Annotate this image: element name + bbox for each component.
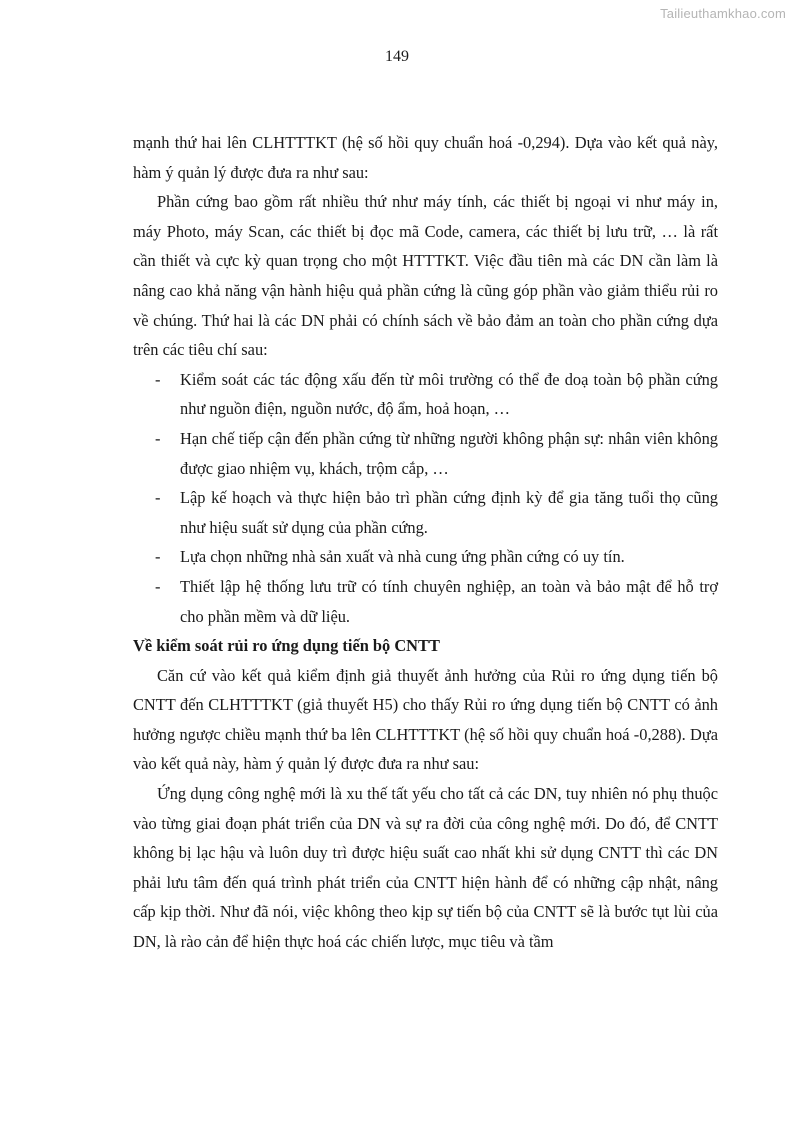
list-item-text: Kiểm soát các tác động xấu đến từ môi trường có thể đe doạ toàn bộ phần cứng như nguồn điện, nguồn nước, độ ẩm, hoả hoạn, …	[180, 369, 718, 419]
dash-bullet: -	[155, 576, 161, 596]
dash-bullet: -	[155, 428, 161, 448]
list-item	[133, 424, 718, 483]
dash-bullet: -	[155, 488, 161, 508]
paragraph-2: Phần cứng bao gồm rất nhiều thứ như máy tính, các thiết bị ngoại vi như máy in, máy Photo, máy Scan, các thiết bị đọc mã Code, camera, các thiết bị lưu trữ, … là rất cần thiết và cực kỳ quan trọng cho một HTTTKT. Việc đầu tiên mà các DN cần làm là nâng cao khả năng vận hành hiệu quả phần cứng là cũng góp phần vào giảm thiểu rủi ro về chúng. Thứ hai là các DN phải có chính sách về bảo đảm an toàn cho phần cứng dựa trên các tiêu chí sau:	[133, 192, 718, 360]
paragraph-4: Ứng dụng công nghệ mới là xu thế tất yếu cho tất cả các DN, tuy nhiên nó phụ thuộc vào từng giai đoạn phát triển của DN và sự ra đời của công nghệ mới. Do đó, để CNTT không bị lạc hậu và luôn duy trì được hiệu suất cao nhất khi sử dụng CNTT thì các DN phải lưu tâm đến quá trình phát triển của CNTT hiện hành để có những cập nhật, nâng cấp kịp thời. Như đã nói, việc không theo kịp sự tiến bộ của CNTT sẽ là bước tụt lùi của DN, là rào cản để hiện thực hoá các chiến lược, mục tiêu và tầm	[133, 784, 718, 952]
paragraph-3: Căn cứ vào kết quả kiểm định giả thuyết ảnh hưởng của Rủi ro ứng dụng tiến bộ CNTT đến CLHTTTKT (giả thuyết H5) cho thấy Rủi ro ứng dụng tiến bộ CNTT có ảnh hưởng ngược chiều mạnh thứ ba lên CLHTTTKT (hệ số hồi quy chuẩn hoá -0,288). Dựa vào kết quả này, hàm ý quản lý được đưa ra như sau:	[133, 665, 718, 774]
list-item-text: Thiết lập hệ thống lưu trữ có tính chuyên nghiệp, an toàn và bảo mật để hỗ trợ cho phần mềm và dữ liệu.	[180, 576, 718, 626]
dash-bullet: -	[155, 369, 161, 389]
criteria-list	[133, 365, 718, 631]
paragraph-1: mạnh thứ hai lên CLHTTTKT (hệ số hồi quy chuẩn hoá -0,294). Dựa vào kết quả này, hàm ý quản lý được đưa ra như sau:	[133, 133, 718, 182]
list-item-text: Lựa chọn những nhà sản xuất và nhà cung ứng phần cứng có uy tín.	[180, 547, 625, 567]
list-item	[133, 572, 718, 631]
list-item	[133, 483, 718, 542]
section-heading: Về kiểm soát rủi ro ứng dụng tiến bộ CNTT	[133, 636, 440, 656]
list-item-text: Hạn chế tiếp cận đến phần cứng từ những người không phận sự: nhân viên không được giao nhiệm vụ, khách, trộm cắp, …	[180, 428, 718, 478]
list-item	[133, 542, 718, 572]
list-item-text: Lập kế hoạch và thực hiện bảo trì phần cứng định kỳ để gia tăng tuổi thọ cũng như hiệu suất sử dụng của phần cứng.	[180, 488, 718, 537]
list-item	[133, 365, 718, 424]
dash-bullet: -	[155, 547, 161, 567]
watermark: Tailieuthamkhao.com	[660, 6, 786, 21]
page-number: 149	[385, 48, 409, 65]
document-body	[133, 128, 718, 957]
